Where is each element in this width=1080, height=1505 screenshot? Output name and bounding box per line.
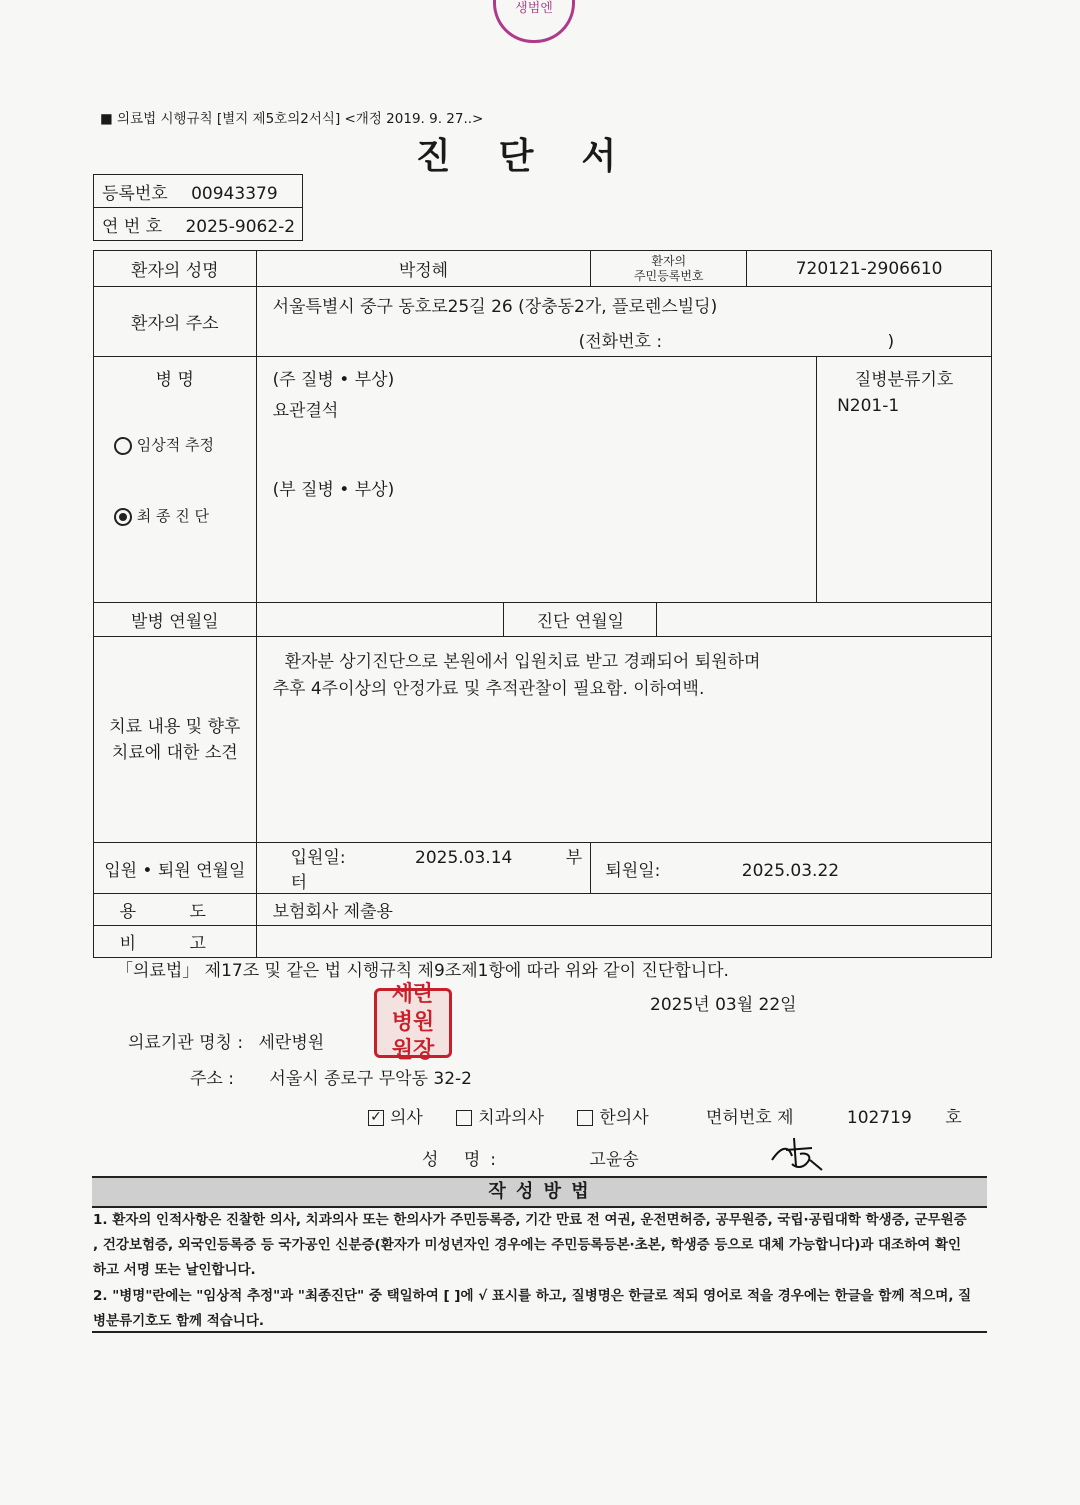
- instructions-heading: 작 성 방 법: [92, 1176, 987, 1208]
- sub-disease-heading: (부 질병 • 부상): [272, 480, 395, 500]
- diagnosis-date-value: [657, 603, 992, 637]
- patient-name-label: 환자의 성명: [94, 251, 257, 287]
- purpose-value: 보험회사 제출용: [256, 894, 991, 926]
- phone-close: ): [887, 331, 895, 352]
- treatment-line1: 환자분 상기진단으로 본원에서 입원치료 받고 경쾌되어 퇴원하며: [284, 652, 761, 672]
- diagnosis-label: 병 명: [155, 370, 194, 390]
- patient-name-value: 박정혜: [256, 251, 591, 287]
- license-row: [706, 1103, 962, 1128]
- doctor-signature: [766, 1130, 826, 1174]
- rrn-value: 720121-2906610: [747, 251, 992, 287]
- reg-no-row: [94, 175, 303, 208]
- treatment-cell: [256, 637, 991, 843]
- option-clinical: [94, 434, 256, 455]
- serial-label: 연 번 호: [102, 216, 163, 237]
- admit-label: 입원일:: [290, 848, 346, 868]
- code-cell: [817, 357, 992, 603]
- instruction-item-2: 2. "병명"란에는 "임상적 추정"과 "최종진단" 중 택일하여 [ ]에 √ 표시를 하고, 질병명은 한글로 적되 영어로 적을 경우에는 한글을 함께 적으며, 질병분류기호도 함께 적습니다.: [93, 1288, 972, 1329]
- reg-no-value: 00943379: [191, 183, 278, 204]
- oriental-checkbox-icon: [577, 1110, 593, 1126]
- institution-address-value: 서울시 종로구 무악동 32-2: [269, 1069, 472, 1089]
- bottom-divider: [92, 1331, 987, 1333]
- top-stamp-text: 생범엔: [515, 1, 553, 16]
- final-radio-icon: [114, 508, 132, 526]
- diagnosis-date-label: 진단 연월일: [504, 603, 657, 637]
- purpose-label: 용 도: [94, 894, 257, 926]
- option-clinical-label: 임상적 추정: [136, 436, 214, 454]
- form-reference: ■ 의료법 시행규칙 [별지 제5호의2서식] <개정 2019. 9. 27..>: [100, 111, 484, 127]
- doctor-name-row: [422, 1145, 639, 1170]
- onset-value: [256, 603, 504, 637]
- license-value: 102719: [846, 1108, 912, 1128]
- license-label: 면허번호 제: [706, 1108, 794, 1128]
- top-stamp: [493, 0, 575, 43]
- institution-value: 세란병원: [258, 1033, 325, 1053]
- admission-label: 입원 • 퇴원 연월일: [94, 843, 257, 894]
- doctor-type-dentist: 치과의사: [478, 1108, 544, 1128]
- admit-cell: [256, 843, 591, 894]
- diagnosis-label-cell: [94, 357, 257, 603]
- registration-table: [93, 174, 303, 241]
- option-final-label: 최 종 진 단: [136, 507, 210, 525]
- institution-address-label: 주소 :: [190, 1069, 234, 1089]
- address-value: 서울특별시 중구 동호로25길 26 (장충동2가, 플로렌스빌딩): [272, 296, 718, 317]
- main-disease-heading: (주 질병 • 부상): [272, 370, 395, 390]
- institution-row: [128, 1028, 324, 1053]
- admit-value: 2025.03.14: [415, 848, 513, 868]
- doctor-type-doctor: 의사: [390, 1108, 423, 1128]
- address-label: 환자의 주소: [94, 287, 257, 357]
- institution-label: 의료기관 명칭 :: [128, 1033, 244, 1053]
- discharge-value: 2025.03.22: [741, 860, 840, 881]
- discharge-label: 퇴원일:: [605, 860, 661, 881]
- rrn-label-line2: 주민등록번호: [633, 268, 704, 283]
- treatment-line2: 추후 4주이상의 안정가료 및 추적관찰이 필요함. 이하여백.: [272, 679, 705, 699]
- serial-row: [94, 208, 303, 241]
- reg-no-label: 등록번호: [102, 183, 168, 204]
- clinical-radio-icon: [114, 437, 132, 455]
- code-label: 질병분류기호: [854, 370, 954, 390]
- discharge-cell: [591, 843, 992, 894]
- disease-cell: [256, 357, 816, 603]
- license-suffix: 호: [945, 1108, 962, 1128]
- page-title: 진단서: [415, 136, 665, 177]
- phone-row: [273, 327, 991, 352]
- phone-label: (전화번호 :: [578, 331, 663, 352]
- doctor-type-oriental: 한의사: [599, 1108, 649, 1128]
- address-cell: [256, 287, 991, 357]
- doctor-type-row: [368, 1103, 649, 1128]
- doctor-name-label: 성 명:: [422, 1150, 506, 1170]
- diagnosis-form-table: [93, 250, 992, 958]
- option-final: [94, 505, 256, 526]
- certification-date: 2025년 03월 22일: [650, 995, 797, 1015]
- remarks-value: [256, 926, 991, 958]
- code-value: N201-1: [837, 396, 900, 416]
- main-disease-value: 요관결석: [272, 401, 339, 421]
- treatment-label: [94, 637, 257, 843]
- doctor-checkbox-icon: ✓: [368, 1110, 384, 1126]
- dentist-checkbox-icon: [456, 1110, 472, 1126]
- instruction-item-1: 1. 환자의 인적사항은 진찰한 의사, 치과의사 또는 한의사가 주민등록증, 기간 만료 전 여권, 운전면허증, 공무원증, 국립·공립대학 학생증, 군무원증 , 건강보험증, 외국인등록증 등 국가공인 신분증(환자가 미성년자인 경우에는 주민등록등본·초본, 학생증 등으로 대체 가능합니다)과 대조하여 확인하고 서명 또는 날인합니다.: [93, 1212, 967, 1278]
- certification-statement: 「의료법」 제17조 및 같은 법 시행규칙 제9조제1항에 따라 위와 같이 진단합니다.: [116, 961, 729, 981]
- remarks-label: 비 고: [94, 926, 257, 958]
- seal-text: 세란병원원장: [391, 982, 435, 1063]
- treatment-label-line2: 치료에 대한 소견: [111, 742, 238, 763]
- hospital-seal: [374, 982, 452, 1063]
- serial-value: 2025-9062-2: [185, 216, 296, 237]
- onset-label: 발병 연월일: [94, 603, 257, 637]
- treatment-label-line1: 치료 내용 및 향후: [109, 716, 241, 737]
- rrn-label: [591, 251, 747, 287]
- institution-address-row: [190, 1064, 472, 1089]
- from-label: 부터: [290, 848, 583, 893]
- rrn-label-line1: 환자의: [651, 253, 687, 268]
- doctor-name-value: 고윤송: [589, 1150, 639, 1170]
